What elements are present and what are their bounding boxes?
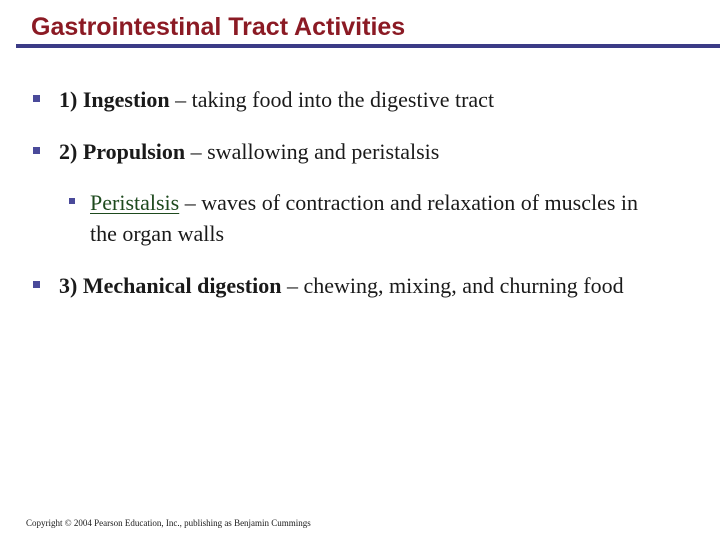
bullet-square-icon	[33, 147, 40, 154]
bullet-term: 3) Mechanical digestion	[59, 273, 282, 298]
bullet-separator: –	[179, 190, 202, 215]
slide-title: Gastrointestinal Tract Activities	[31, 13, 406, 41]
copyright-footer: Copyright © 2004 Pearson Education, Inc., publishing as Benjamin Cummings	[26, 518, 311, 528]
bullet-definition: chewing, mixing, and churning food	[303, 273, 624, 298]
bullet-square-icon	[33, 95, 40, 102]
bullet-term: 2) Propulsion	[59, 139, 186, 164]
title-divider	[16, 44, 720, 48]
sub-bullet-item-peristalsis	[90, 187, 650, 249]
bullet-item-mechanical-digestion	[59, 270, 699, 301]
bullet-definition: waves of contraction and relaxation of muscles in the organ walls	[90, 190, 639, 246]
bullet-term: 1) Ingestion	[59, 87, 170, 112]
bullet-separator: –	[281, 273, 304, 298]
bullet-definition: taking food into the digestive tract	[191, 87, 495, 112]
bullet-item-propulsion	[59, 136, 699, 167]
bullet-separator: –	[185, 139, 208, 164]
bullet-definition: swallowing and peristalsis	[207, 139, 440, 164]
peristalsis-link[interactable]: Peristalsis	[90, 190, 180, 215]
bullet-separator: –	[169, 87, 192, 112]
sub-bullet-square-icon	[69, 198, 75, 204]
bullet-item-ingestion	[59, 84, 699, 115]
bullet-square-icon	[33, 281, 40, 288]
